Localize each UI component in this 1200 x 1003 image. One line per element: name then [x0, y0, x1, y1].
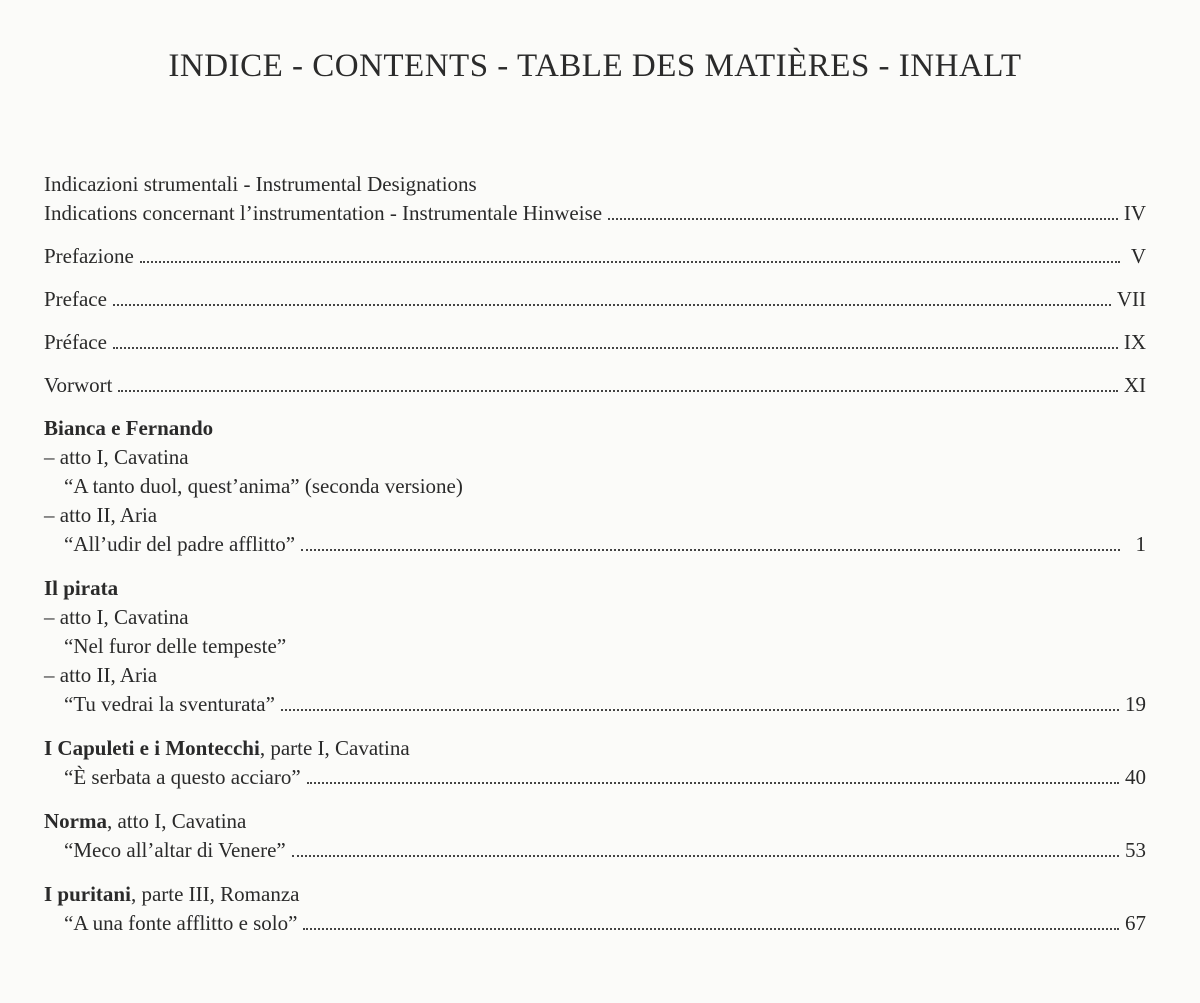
toc-entry-instrumental-line1 — [44, 170, 1146, 199]
act-line: – atto I, Cavatina — [44, 605, 189, 629]
dot-leader — [307, 781, 1119, 784]
aria-line: “Nel furor delle tempeste” — [64, 634, 287, 658]
entry-text: Prefazione — [44, 244, 134, 268]
page-number: V — [1130, 244, 1146, 268]
opera-heading-capuleti — [44, 734, 1146, 763]
act-line: – atto II, Aria — [44, 663, 158, 687]
entry-text: Indications concernant l’instrumentation - Instrumentale Hinweise — [44, 201, 603, 225]
opera-title: Norma — [44, 809, 107, 833]
dot-leader — [303, 927, 1119, 930]
opera-title-bianca: Bianca e Fernando — [44, 416, 214, 440]
opera-heading-norma — [44, 807, 1146, 836]
toc-entry-norma-aria — [44, 836, 1146, 865]
entry-text: Indicazioni strumentali - Instrumental Designations — [44, 172, 477, 196]
dot-leader — [608, 217, 1118, 220]
opera-detail: , atto I, Cavatina — [106, 809, 247, 833]
dot-leader — [140, 260, 1120, 263]
toc-entry-preface-fr — [44, 328, 1146, 357]
page-number: XI — [1123, 373, 1146, 397]
toc-entry-instrumental-line2 — [44, 199, 1146, 228]
entry-text: Vorwort — [44, 373, 113, 397]
opera-title: I puritani — [44, 882, 131, 906]
entry-text: “A una fonte afflitto e solo” — [64, 911, 298, 935]
toc-entry-pirata-aria — [44, 690, 1146, 719]
page-number: 40 — [1125, 765, 1146, 789]
toc-entry-capuleti-aria — [44, 763, 1146, 792]
toc-entry-preface — [44, 285, 1146, 314]
opera-title: I Capuleti e i Montecchi — [44, 736, 260, 760]
toc-entry-puritani-aria — [44, 909, 1146, 938]
dot-leader — [113, 346, 1118, 349]
aria-line: “A tanto duol, quest’anima” (seconda versione) — [64, 474, 463, 498]
opera-detail: , parte III, Romanza — [130, 882, 300, 906]
dot-leader — [118, 389, 1117, 392]
toc-entry-bianca-aria — [44, 530, 1146, 559]
page-number: IX — [1123, 330, 1146, 354]
opera-heading-puritani — [44, 880, 1146, 909]
page-number: VII — [1116, 287, 1146, 311]
page-number: IV — [1123, 201, 1146, 225]
page-number: 53 — [1125, 838, 1146, 862]
toc-entry-vorwort — [44, 371, 1146, 400]
opera-title-pirata: Il pirata — [44, 576, 119, 600]
act-line: – atto II, Aria — [44, 503, 158, 527]
entry-text: “È serbata a questo acciaro” — [64, 765, 301, 789]
entry-text: “All’udir del padre afflitto” — [64, 532, 296, 556]
entry-text: “Tu vedrai la sventurata” — [64, 692, 275, 716]
page-number: 1 — [1135, 532, 1146, 556]
entry-text: Préface — [44, 330, 107, 354]
page-number: 67 — [1125, 911, 1146, 935]
toc-entry-prefazione — [44, 242, 1146, 271]
table-of-contents — [44, 170, 1146, 938]
entry-text: Preface — [44, 287, 107, 311]
act-line: – atto I, Cavatina — [44, 445, 189, 469]
entry-text: “Meco all’altar di Venere” — [64, 838, 286, 862]
dot-leader — [292, 854, 1119, 857]
page-title: INDICE - CONTENTS - TABLE DES MATIÈRES - INHALT — [168, 48, 1022, 84]
dot-leader — [281, 708, 1119, 711]
page-number: 19 — [1125, 692, 1146, 716]
opera-detail: , parte I, Cavatina — [259, 736, 410, 760]
dot-leader — [301, 548, 1120, 551]
dot-leader — [113, 303, 1111, 306]
